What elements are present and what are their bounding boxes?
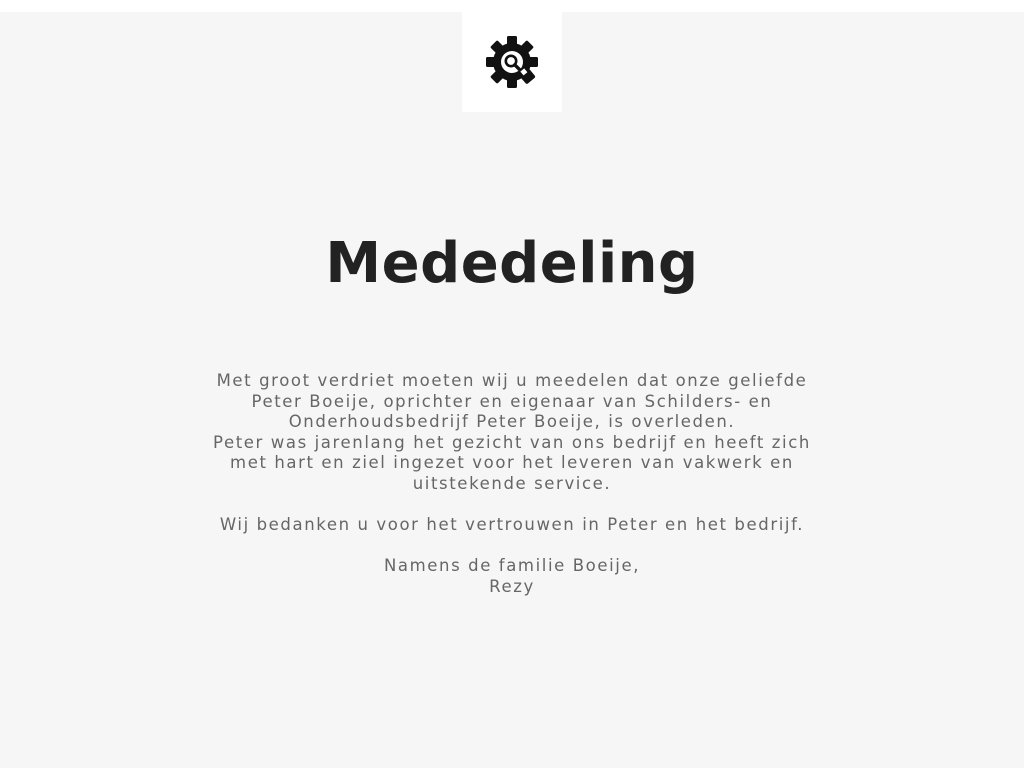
gear-wrench-icon	[486, 36, 538, 88]
message-paragraph: Wij bedanken u voor het vertrouwen in Peter en het bedrijf.	[219, 515, 805, 535]
message-paragraph: Met groot verdriet moeten wij u meedelen dat onze geliefde Peter Boeije, oprichter en eigenaar van Schilders- en Onderhoudsbedrijf Peter Boeije, is overleden.	[216, 371, 808, 432]
top-bar	[0, 0, 1024, 12]
logo	[462, 12, 562, 112]
signoff-line: Namens de familie Boeije,	[383, 556, 641, 576]
signoff-name: Rezy	[489, 576, 535, 596]
page-title: Mededeling	[325, 231, 699, 296]
message-paragraph: Peter was jarenlang het gezicht van ons bedrijf en heeft zich met hart en ziel ingezet voor het leveren van vakwerk en uitstekende service.	[213, 432, 811, 493]
announcement-message	[212, 371, 812, 598]
paragraph-spacer	[212, 536, 812, 557]
paragraph-spacer	[212, 495, 812, 516]
